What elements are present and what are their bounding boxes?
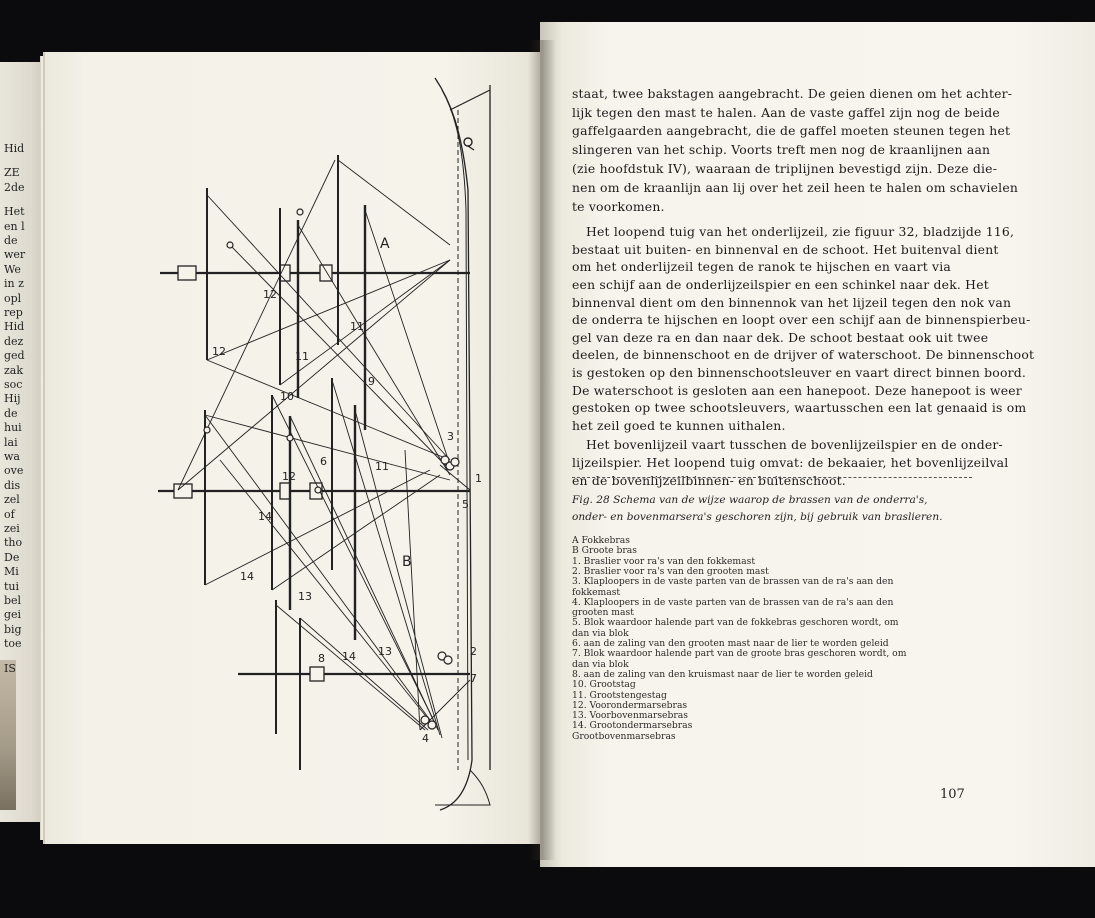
label-11b: 11 [295, 350, 309, 363]
legend-line: dan via blok [572, 658, 629, 670]
body-text-line: De waterschoot is gesloten aan een hanepoot. Deze hanepoot is weer [572, 382, 1022, 398]
legend-line: 2. Braslier voor ra's van den grooten mast [572, 565, 769, 577]
body-text-line: gaffelgaarden aangebracht, die de gaffel moeten steunen tegen het [572, 123, 1011, 139]
background-book-text-line: Hij [4, 392, 21, 406]
label-12b: 12 [212, 345, 226, 358]
label-13b: 13 [378, 645, 392, 658]
background-book-text-line: en l [4, 219, 25, 233]
body-text-line: lijk tegen den mast te halen. Aan de vaste gaffel zijn nog de beide [572, 104, 1000, 120]
legend-line: 8. aan de zaling van den kruismast naar de lier te worden geleid [572, 668, 873, 680]
body-text-line: een schijf aan de onderlijzeilspier en een schinkel naar dek. Het [572, 277, 989, 292]
body-text-line: Het bovenlijzeil vaart tusschen de bovenlijzeilspier en de onder- [586, 437, 1003, 453]
background-book-text-line: of [4, 507, 15, 521]
label-2: 2 [470, 645, 477, 658]
legend-line: 6. aan de zaling van den grooten mast naar de lier te worden geleid [572, 638, 889, 649]
label-4: 4 [422, 732, 429, 745]
background-book-text-line: Hid [4, 320, 25, 334]
background-book-text-line: wer [4, 248, 26, 262]
background-book-text-line: ove [4, 464, 24, 478]
background-book-text-line: toe [4, 637, 22, 651]
rigging-diagram [150, 70, 500, 815]
background-book-text-line: hui [4, 421, 22, 435]
background-book-text-line: bel [4, 594, 22, 607]
background-book-text-line: rep [4, 306, 23, 319]
background-book-text-line: De [4, 550, 20, 564]
background-book-text-line: ged [4, 349, 25, 363]
legend-line: 12. Voorondermarsebras [572, 699, 688, 711]
legend-line: A Fokkebras [572, 535, 630, 546]
background-book-text-line: Het [4, 205, 25, 219]
body-text-line: gestoken op twee schootsleuvers, waartusschen een lat genaaid is om [572, 400, 1027, 416]
caption-line: onder- en bovenmarsera's geschoren zijn, bij gebruik van braslieren. [572, 511, 943, 523]
caption-line: Fig. 28 Schema van de wijze waarop de brassen van de onderra's, [572, 494, 928, 506]
body-text-line: (zie hoofdstuk IV), waaraan de triplijnen bevestigd zijn. Deze die- [572, 161, 998, 176]
label-10: 10 [280, 390, 294, 403]
background-book-text-line: ZE [4, 166, 20, 180]
label-11a: 11 [350, 320, 364, 333]
body-text-line: nen om de kraanlijn aan lij over het zeil heen te halen om schavielen [572, 179, 1019, 195]
background-book-text-line: big [4, 622, 22, 636]
label-7: 7 [470, 672, 477, 685]
body-text-line: slingeren van het schip. Voorts treft men nog de kraanlijnen aan [572, 142, 991, 158]
body-text-line: binnenval dient om den binnennok van het lijzeil tegen den nok van [572, 294, 1012, 310]
background-book-text-line: 2de [4, 180, 25, 194]
body-text-line: en de bovenlijzeilbinnen- en buitenschoot. [572, 472, 846, 488]
body-text-line: te voorkomen. [572, 198, 665, 214]
section-divider [572, 477, 972, 478]
background-book-text-line: in z [4, 277, 24, 291]
legend-line: 11. Grootstengestag [572, 689, 667, 701]
legend-line: 7. Blok waardoor halende part van de groote bras geschoren wordt, om [572, 648, 907, 660]
book-gutter [528, 40, 556, 860]
background-book-text-line: IS [4, 661, 16, 675]
background-book-text-line: wa [4, 450, 20, 463]
legend-line: 4. Klaploopers in de vaste parten van de brassen van de ra's aan den [572, 596, 894, 608]
label-6: 6 [320, 455, 327, 468]
label-14c: 14 [342, 650, 356, 663]
label-8: 8 [318, 652, 325, 665]
background-book-text-line: dis [4, 478, 21, 492]
background-book-text-line: soc [4, 378, 23, 391]
legend-line: 5. Blok waardoor halende part van de fokkebras geschoren wordt, om [572, 617, 899, 629]
background-book-text-line: de [4, 406, 18, 420]
background-book-text-line: opl [4, 291, 22, 305]
background-book-text-line: zel [4, 493, 20, 507]
label-3: 3 [447, 430, 454, 443]
body-text-line: de onderra te hijschen en loopt over een schijf aan de binnenspierbeu- [572, 312, 1031, 328]
body-text-line: is gestoken op den binnenschootsleuver en vaart direct binnen boord. [572, 365, 1026, 380]
legend-line: 14. Grootondermarsebras [572, 720, 693, 732]
label-12a: 12 [263, 288, 277, 301]
background-book-text-line: tho [4, 536, 23, 550]
body-text-line: lijzeilspier. Het loopend tuig omvat: de bekaaier, het bovenlijzeilval [572, 455, 1009, 470]
background-book-text-line: tui [4, 579, 20, 593]
label-A: A [380, 236, 390, 252]
legend-line: B Groote bras [572, 545, 637, 557]
label-1: 1 [475, 472, 482, 485]
body-text-line: deelen, de binnenschoot en de drijver of waterschoot. De binnenschoot [572, 347, 1035, 363]
background-book-text-line: gei [4, 608, 22, 622]
page-number: 107 [940, 787, 965, 802]
background-book-text-line: zak [4, 363, 24, 377]
body-text-line: gel van deze ra en dan naar dek. De schoot bestaat ook uit twee [572, 329, 989, 345]
background-book-text-line: lai [4, 435, 18, 449]
label-14b: 14 [240, 570, 254, 583]
label-13a: 13 [298, 590, 312, 603]
label-11c: 11 [375, 460, 389, 473]
label-B: B [402, 554, 412, 570]
legend-line: 3. Klaploopers in de vaste parten van de brassen van de ra's aan den [572, 576, 894, 588]
legend-line: Grootbovenmarsebras [572, 730, 676, 742]
background-book-text-line: de [4, 234, 18, 247]
background-book-text-line: We [4, 262, 21, 276]
legend-line: grooten mast [572, 607, 634, 619]
label-9: 9 [368, 375, 375, 388]
background-book-text-line: Mi [4, 565, 19, 579]
legend-line: 10. Grootstag [572, 679, 636, 691]
legend-line: 1. Braslier voor ra's van den fokkemast [572, 555, 756, 567]
label-12c: 12 [282, 470, 296, 483]
background-book-text-line: dez [4, 334, 24, 348]
body-text-line: Het loopend tuig van het onderlijzeil, zie figuur 32, bladzijde 116, [586, 224, 1015, 240]
background-book-text-line: zei [4, 522, 20, 535]
background-book-cover [0, 660, 16, 810]
label-14a: 14 [258, 510, 272, 523]
body-text-line: om het onderlijzeil tegen de ranok te hijschen en vaart via [572, 259, 951, 275]
legend-line: 13. Voorbovenmarsebras [572, 710, 688, 722]
body-text-line: bestaat uit buiten- en binnenval en de schoot. Het buitenval dient [572, 241, 999, 257]
legend-line: fokkemast [572, 586, 621, 598]
background-book-text-line: Hid [4, 142, 25, 155]
label-5: 5 [462, 498, 469, 511]
legend-line: dan via blok [572, 627, 629, 639]
body-text-line: staat, twee bakstagen aangebracht. De geien dienen om het achter- [572, 85, 1013, 101]
body-text-line: het zeil goed te kunnen uithalen. [572, 417, 786, 433]
